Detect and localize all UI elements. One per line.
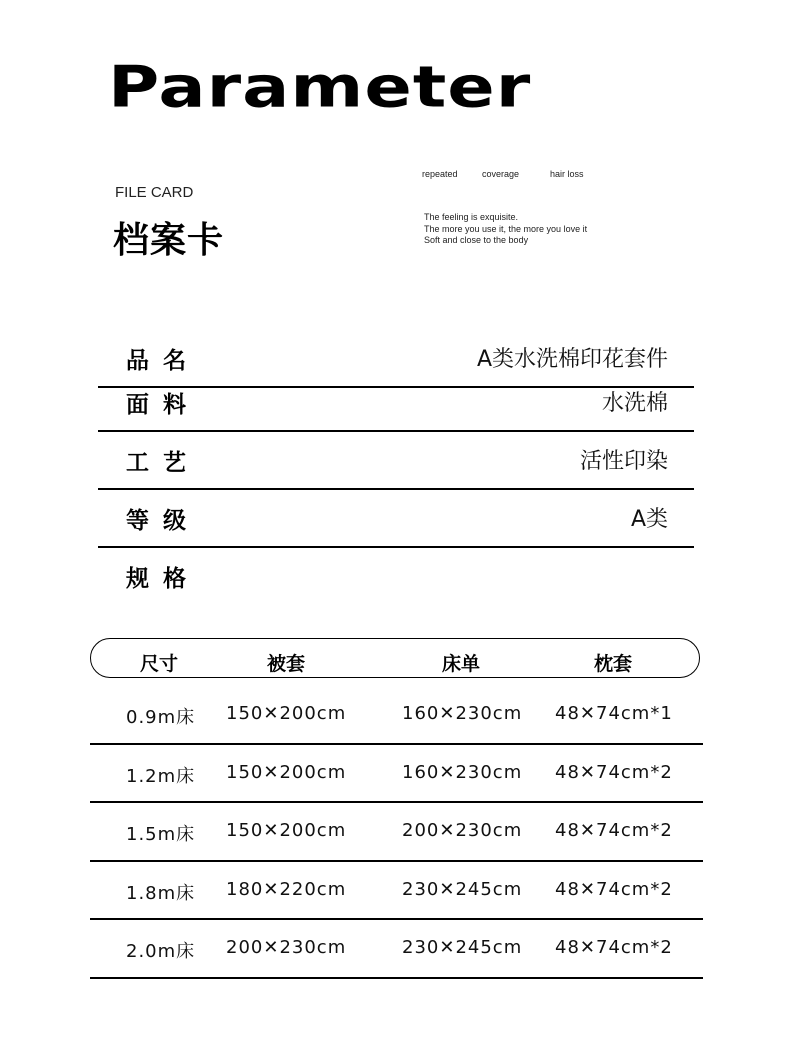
tag-repeated: repeated [422,169,458,179]
param-label: 规格 [126,566,200,592]
cell-pillow [555,762,673,783]
page-title: Parameter [108,53,532,121]
cell-size: 1.2m床 [126,765,196,787]
header-sheet: 床单 [441,653,481,675]
cell-size: 1.5m床 [126,824,196,845]
pillow-qty: 2 [660,761,673,783]
cell-sheet: 160✕230cm [402,761,523,783]
tag-coverage: coverage [482,169,520,179]
param-value: 水洗棉 [601,391,668,416]
param-label: 面料 [126,392,200,418]
divider [98,430,694,432]
cell-duvet: 150✕200cm [226,703,347,724]
table-row [90,745,703,804]
cell-size: 0.9m床 [126,707,196,728]
size-table-header [90,638,700,678]
file-card-heading: 档案卡 [113,220,225,261]
cell-pillow [555,879,673,900]
pillow-qty: 2 [660,878,673,900]
pillow-size: 48✕74cm* [555,703,661,724]
param-label: 工艺 [126,450,200,476]
param-row-process [98,434,694,490]
param-row-spec [98,550,694,606]
cell-duvet: 200✕230cm [226,937,347,958]
table-row [90,686,703,745]
blurb-line: The feeling is exquisite. [424,212,519,222]
table-row [90,920,703,979]
param-value: A类 [630,507,668,532]
pillow-size: 48✕74cm* [555,878,661,900]
cell-pillow [555,937,673,958]
product-blurb [424,212,587,247]
pillow-qty: 2 [660,937,673,958]
cell-pillow [555,820,673,841]
cell-size: 1.8m床 [126,882,196,904]
header-size: 尺寸 [139,653,179,675]
param-label: 品名 [126,348,200,374]
cell-pillow [555,703,673,724]
cell-duvet: 150✕200cm [226,820,347,841]
cell-sheet: 230✕245cm [402,878,523,900]
cell-duvet: 180✕220cm [226,878,347,900]
pillow-size: 48✕74cm* [555,820,661,841]
param-row-grade [98,492,694,548]
pillow-qty: 1 [660,703,673,724]
divider [90,977,703,979]
header-duvet: 被套 [266,653,306,675]
pillow-size: 48✕74cm* [555,761,661,783]
param-value: A类水洗棉印花套件 [476,347,668,372]
file-card-label: FILE CARD [115,184,194,201]
cell-sheet: 230✕245cm [402,937,523,958]
cell-sheet: 200✕230cm [402,820,523,841]
blurb-line: The more you use it, the more you love it [424,223,588,234]
header-pillow: 枕套 [593,653,633,675]
blurb-line: Soft and close to the body [424,235,529,245]
divider [98,488,694,490]
cell-sheet: 160✕230cm [402,703,523,724]
divider [98,546,694,548]
param-value: 活性印染 [579,449,668,474]
table-row [90,862,703,921]
table-row [90,803,703,862]
param-label: 等级 [126,508,200,534]
pillow-qty: 2 [660,820,673,841]
cell-size: 2.0m床 [126,941,196,962]
tag-hair-loss: hair loss [550,169,584,179]
param-row-fabric [98,376,694,432]
cell-duvet: 150✕200cm [226,761,347,783]
pillow-size: 48✕74cm* [555,937,661,958]
